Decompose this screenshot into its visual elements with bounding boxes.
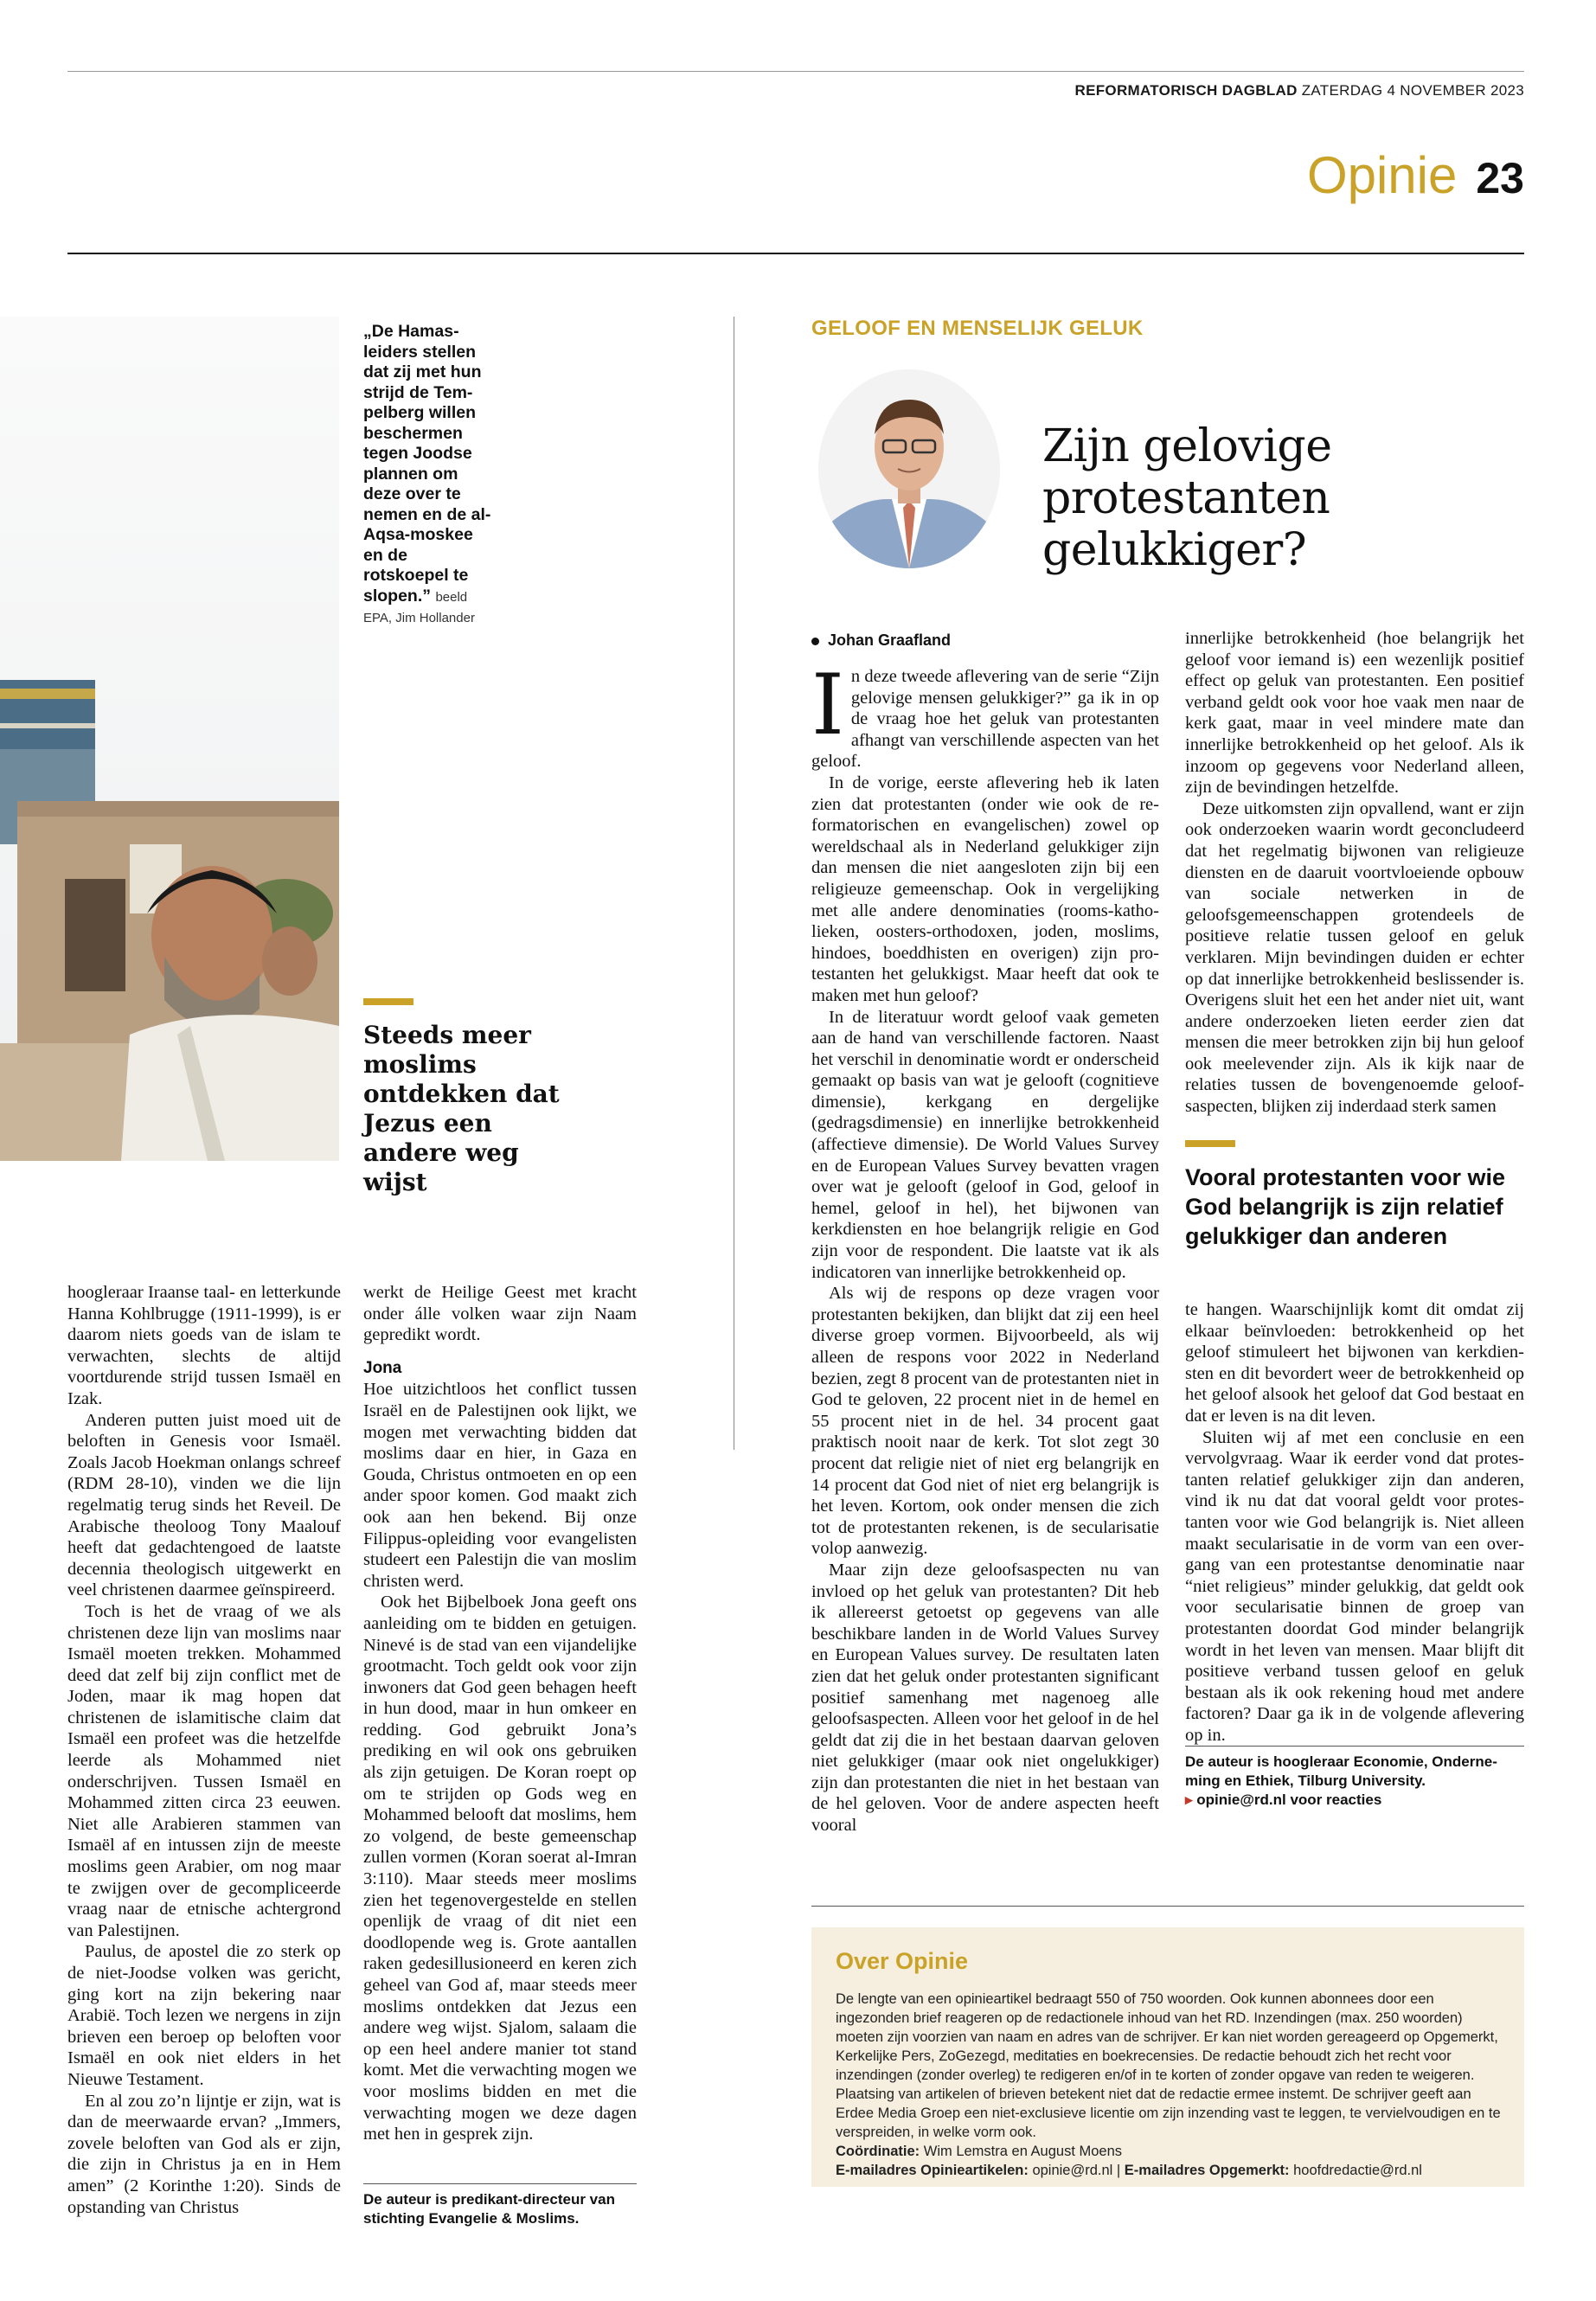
paragraph: Als wij de respons op deze vragen voor protestanten bekijken, dan blijkt dat zij een heel diverse groep vormen. Bijvoorbeeld, als wij alleen de respons voor 2022 in Nederland bezien, zegt 8 procent van de protestanten niet in God te geloven, 22 procent niet in de hemel en 55 procent niet in de hel. 34 procent gaat praktisch nooit naar de kerk. Tot slot zegt 30 procent dat religie niet of niet erg belangrijk en 14 procent dat God niet of niet erg belangrijk is het leven. Kortom, ook onder mensen die zich tot de protestanten rekenen, is de secularisatie volop aanwezig. [811,1284,1159,1559]
publication-name: REFORMATORISCH DAGBLAD [1074,82,1298,99]
over-opinie-box [811,1927,1524,2187]
left-author-note: De auteur is predikant-directeur van stichting Evangelie & Moslims. [363,2191,615,2227]
coord-label: Coördinatie: [836,2144,920,2159]
pullquote-accent [1185,1140,1235,1147]
paragraph: n deze tweede aflevering van de serie “Zijn gelovige mensen gelukkiger?” ga ik in op de vraag hoe het geluk van protestanten afhangt van verschillende aspecten van het geloof. [811,667,1159,772]
paragraph: te hangen. Waarschijnlijk komt dit omdat zij elkaar beïnvloeden: betrokkenheid op het geloof stimuleert het bijwonen van kerkdiensten en dit bevordert weer de betrokkenheid op het geloof alsook het geloof dat God bestaat en dat er leven is na dit leven. [1185,1300,1524,1426]
email1-value[interactable]: opinie@rd.nl [1032,2163,1113,2178]
photo-illustration [0,317,339,1161]
paragraph: Sluiten wij af met een conclusie en een vervolgvraag. Waar ik eerder vond dat protestanten relatief gelukkiger zijn dan anderen, vind ik nu dat dat vooral geldt voor protestanten voor wie God belangrijk is. Niet alleen maakt secularisatie in de vorm van een overgang van een protestantse denominatie naar “niet religieus” minder gelukkig, dat geldt ook voor secularisatie binnen de groep van protestanten doordat God minder belangrijk wordt in het leven van mensen. Maar blijft dit positieve verband tussen geloof en geluk bestaan als ik ook rekening houd met andere factoren? Daar ga ik in de volgende aflevering op in. [1185,1427,1524,1745]
left-column-1 [67,1282,341,2218]
caption-credit: beeld EPA, Jim Hollander [363,589,475,625]
paragraph: werkt de Heilige Geest met kracht onder álle volken waar zijn Naam gepredikt wordt. [363,1283,637,1345]
email2-value[interactable]: hoofdredactie@rd.nl [1293,2163,1422,2178]
headline: Zijn gelovige protestanten gelukkiger? [1042,420,1332,576]
photo-caption [363,322,493,629]
paragraph: Maar zijn deze geloofsaspecten nu van invloed op het geluk van protestanten? Dit heb ik allereerst getoetst op gegevens van alle beschikbare landen in de World Values Survey en European Values survey. De resultaten laten zien dat het geluk onder protestanten significant positief samenhang met nagenoeg alle geloofsaspecten. Alleen voor het geloof in de hel geldt dat zij die in het bestaan daarvan geloven niet gelukkiger (maar ook niet ongelukkiger) zijn dan protestanten die niet in het bestaan van de hel geloven. Voor de andere aspecten heeft vooral [811,1560,1159,1836]
section-header [1307,145,1524,205]
top-rule [67,71,1524,72]
left-pullquote: Steeds meer moslims ontdekken dat Jezus een andere weg wijst [363,1021,560,1196]
left-column-2 [363,1282,637,2145]
paragraph: Hoe uitzichtloos het conflict tussen Israël en de Palestijnen ook lijkt, we mogen met verwachting bidden dat moslims daar en hier, in Gaza en Gouda, Christus ontmoeten en op een ander spoor komen. God maakt zich ook aan hen bekend. Bij onze Filippus-opleiding voor evangelisten studeert een Palestijn die van moslim christen werd. [363,1380,637,1591]
subheading: Jona [363,1358,402,1377]
author-portrait [818,369,1000,568]
header-rule [67,253,1524,254]
paragraph: In de literatuur wordt geloof vaak gemeten aan de hand van verschillende factoren. Naast het verschil in denominatie wordt er onderscheid gemaakt op basis van wat je gelooft (cognitieve dimensie), kerkgang en dergelijke (gedragsdimensie) en innerlijke betrokkenheid (affectieve dimensie). De World Values Survey en de European Values Survey bevatten vragen over wat je gelooft (geloof in God, geloof in hemel, geloof in hel), het bijwonen van kerkdiensten en hoe belangrijk religie en God zijn voor de respondent. Die laatste vat ik als indicatoren van innerlijke betrokkenheid op. [811,1007,1159,1282]
email2-label: E-mailadres Opgemerkt: [1124,2163,1290,2178]
article-photo [0,317,339,1161]
masthead [1075,82,1524,99]
box-text: De lengte van een opinieartikel bedraagt 550 of 750 woorden. Ook kunnen abonnees door een ingezonden brief reageren op de redactionele inhoud van het RD. Inzendingen (max. 250 woorden) moeten zijn voorzien van naam en adres van de schrijver. Er kan niet worden gereageerd op Opgemerkt, Kerkelijke Pers, ZoGezegd, meditaties en boekrecensies. De redactie behoudt zich het recht voor inzendingen (zonder overleg) te redigeren en/of in te korten of zonder opgave van reden te weigeren. Plaatsing van artikelen of brieven betekent niet dat de redactie ermee instemt. De schrijver geeft aan Erdee Media Groep een niet-exclusieve licentie om zijn inzending vast te leggen, te vervielvoudigen en te verspreiden, in welke vorm ook. [836,1991,1501,2140]
box-title: Over Opinie [836,1948,969,1974]
byline [811,631,951,650]
page-number: 23 [1476,154,1524,202]
author-rule [1185,1746,1524,1747]
caption-quote: „De Hamasleiders stellen dat zij met hun strijd de Tempelberg willen beschermen tegen Joodse plannen om deze over te nemen en de al-Aqsa-moskee en de rotskoepel te slopen.” [363,322,491,606]
box-emails: E-mailadres Opinieartikelen: opinie@rd.nl | E-mailadres Opgemerkt: hoofdredactie@rd.nl [836,2163,1422,2178]
paragraph: hoogleraar Iraanse taal- en letterkunde Hanna Kohlbrugge (1911-1999), is er daarom niets goeds van de islam te verwachten, slechts de altijd voortdurende strijd tussen Ismaël en Izak. [67,1283,341,1408]
pullquote-accent [363,998,413,1005]
author-name: Johan Graafland [828,631,952,649]
box-rule [811,1906,1524,1907]
drop-cap: I [811,657,844,753]
coord-value: Wim Lemstra en August Moens [923,2144,1123,2159]
paragraph: Ook het Bijbelboek Jona geeft ons aanleiding om te bidden en getuigen. Ninevé is de stad van een vijandelijke grootmacht. Toch geldt ook voor zijn inwoners dat God geen behagen heeft in hun dood, maar in hun omkeer en redding. God gebruikt Jona’s prediking en wil ook ons gebruiken als zijn getuigen. De Koran roept op om te strijden op Gods weg en Mohammed belooft dat moslims, hem zo volgend, de beste gemeenschap zullen vormen (Koran soerat al-Imran 3:110). Maar steeds meer moslims zien het tegenovergestelde en stellen openlijk de vraag of dit niet een doodlopende weg is. Grote aantallen raken gedesillusioneerd en keren zich geheel van God af, maar steeds meer moslims ontdekken dat Jezus een andere weg wijst. Sjalom, salaam die op een heel andere manier tot stand komt. Met die verwachting mogen we voor moslims bidden en met die verwachting mogen we deze dagen met hen in gesprek zijn. [363,1593,637,2144]
paragraph: En al zou zo’n lijntje er zijn, wat is dan de meerwaarde ervan? „Immers, zovele beloften van God als er zijn, die zijn in Christus ja en in Hem amen” (2 Korinthe 1:20). Sinds de opstanding van Christus [67,2091,341,2217]
right-column-1 [811,657,1159,1836]
right-column-2 [1185,628,1524,1118]
author-rule [363,2183,637,2184]
email1-label: E-mailadres Opinieartikelen: [836,2163,1029,2178]
box-coordination [836,2142,1502,2161]
bullet-icon [811,638,819,645]
kicker: GELOOF EN MENSELIJK GELUK [811,317,1144,340]
publication-date: ZATERDAG 4 NOVEMBER 2023 [1301,82,1524,99]
arrow-right-icon: ▸ [1185,1791,1193,1808]
reaction-link[interactable] [1185,1791,1524,1810]
paragraph: Deze uitkomsten zijn opvallend, want er zijn ook onderzoeken waarin wordt geconcludeerd dat het regelmatig bijwonen van religieuze diensten en de daaruit voortvloeiende opbouw van sociale netwerken in de geloofsgemeenschappen grotendeels de positieve relatie tussen geloof en geluk verklaren. Mijn bevindingen duiden er echter op dat innerlijke betrokkenheid beslissender is. Overigens sluit het een het ander niet uit, want andere onderzoeken lieten eerder zien dat mensen die meer betrokken zijn bij hun geloof ook meelevender zijn. Als ik kijk naar de relaties tussen de bovengenoemde geloofsaspecten, blijken zij inderdaad sterk samen [1185,798,1524,1117]
section-title: Opinie [1306,146,1458,204]
right-author-note [1185,1753,1524,1810]
paragraph: Toch is het de vraag of we als christenen deze lijn van moslims naar Ismaël moeten trekken. Mohammed deed dat zelf bij zijn conflict met de Joden, maar ik mag hopen dat christenen de islamitische claim dat Ismaël een profeet was die hetzelfde leerde als Mohammed niet onderschrijven. Tussen Ismaël en Mohammed zitten circa 23 eeuwen. Niet alle Arabieren stammen van Ismaël af en intussen zijn de meeste moslims geen Arabier, om nog maar te zwijgen over de gecompliceerde vraag naar de etnische achtergrond van Palestijnen. [67,1601,341,1940]
portrait-illustration [818,369,1000,568]
paragraph: Paulus, de apostel die zo sterk op de niet-Joodse volken was gericht, ging kort na zijn bekering naar Arabië. Toch lezen we nergens in zijn brieven een beroep op beloften voor Ismaël en ook niet elders in het Nieuwe Testament. [67,1942,341,2089]
paragraph: innerlijke betrokkenheid (hoe belangrijk het geloof voor iemand is) een wezenlijk positief effect op geluk van protestanten. Een positief verband geldt ook voor hoe vaak men naar de kerk gaat, maar in veel mindere mate dan innerlijke betrokkenheid op het geloof. Als ik inzoom op gegevens voor Nederland alleen, zijn de bevindingen hetzelfde. [1185,629,1524,798]
right-pullquote: Vooral protestanten voor wie God belangrijk is zijn relatief gelukkiger dan anderen [1185,1164,1506,1249]
author-bio: De auteur is hoogleraar Economie, Onderneming en Ethiek, Tilburg University. [1185,1753,1497,1789]
right-column-2b [1185,1299,1524,1746]
paragraph: In de vorige, eerste aflevering heb ik laten zien dat protestanten (onder wie ook de reformatorischen en evangelischen) zowel op wereldschaal als in Nederland gelukkiger zijn dan mensen die niet aangesloten zijn bij een religieuze gemeenschap. Ook in vergelijking met alle andere denominaties (rooms-katholieken, oosters-orthodoxen, joden, moslims, hindoes, boeddhisten en overigen) zijn protestanten het gelukkigst. Maar heeft dat ook te maken met hun geloof? [811,772,1159,1005]
paragraph: Anderen putten juist moed uit de beloften in Genesis voor Ismaël. Zoals Jacob Hoekman onlangs schreef (RDM 28-10), vinden we die lijn regelmatig terug sinds het Reveil. De Arabische theoloog Tony Maalouf heeft dat gedachtengoed de laatste decennia theologisch uitgewerkt en veel christenen daarmee geïnspireerd. [67,1410,341,1600]
box-body [836,1990,1502,2180]
reaction-email[interactable]: opinie@rd.nl voor reacties [1196,1791,1382,1808]
